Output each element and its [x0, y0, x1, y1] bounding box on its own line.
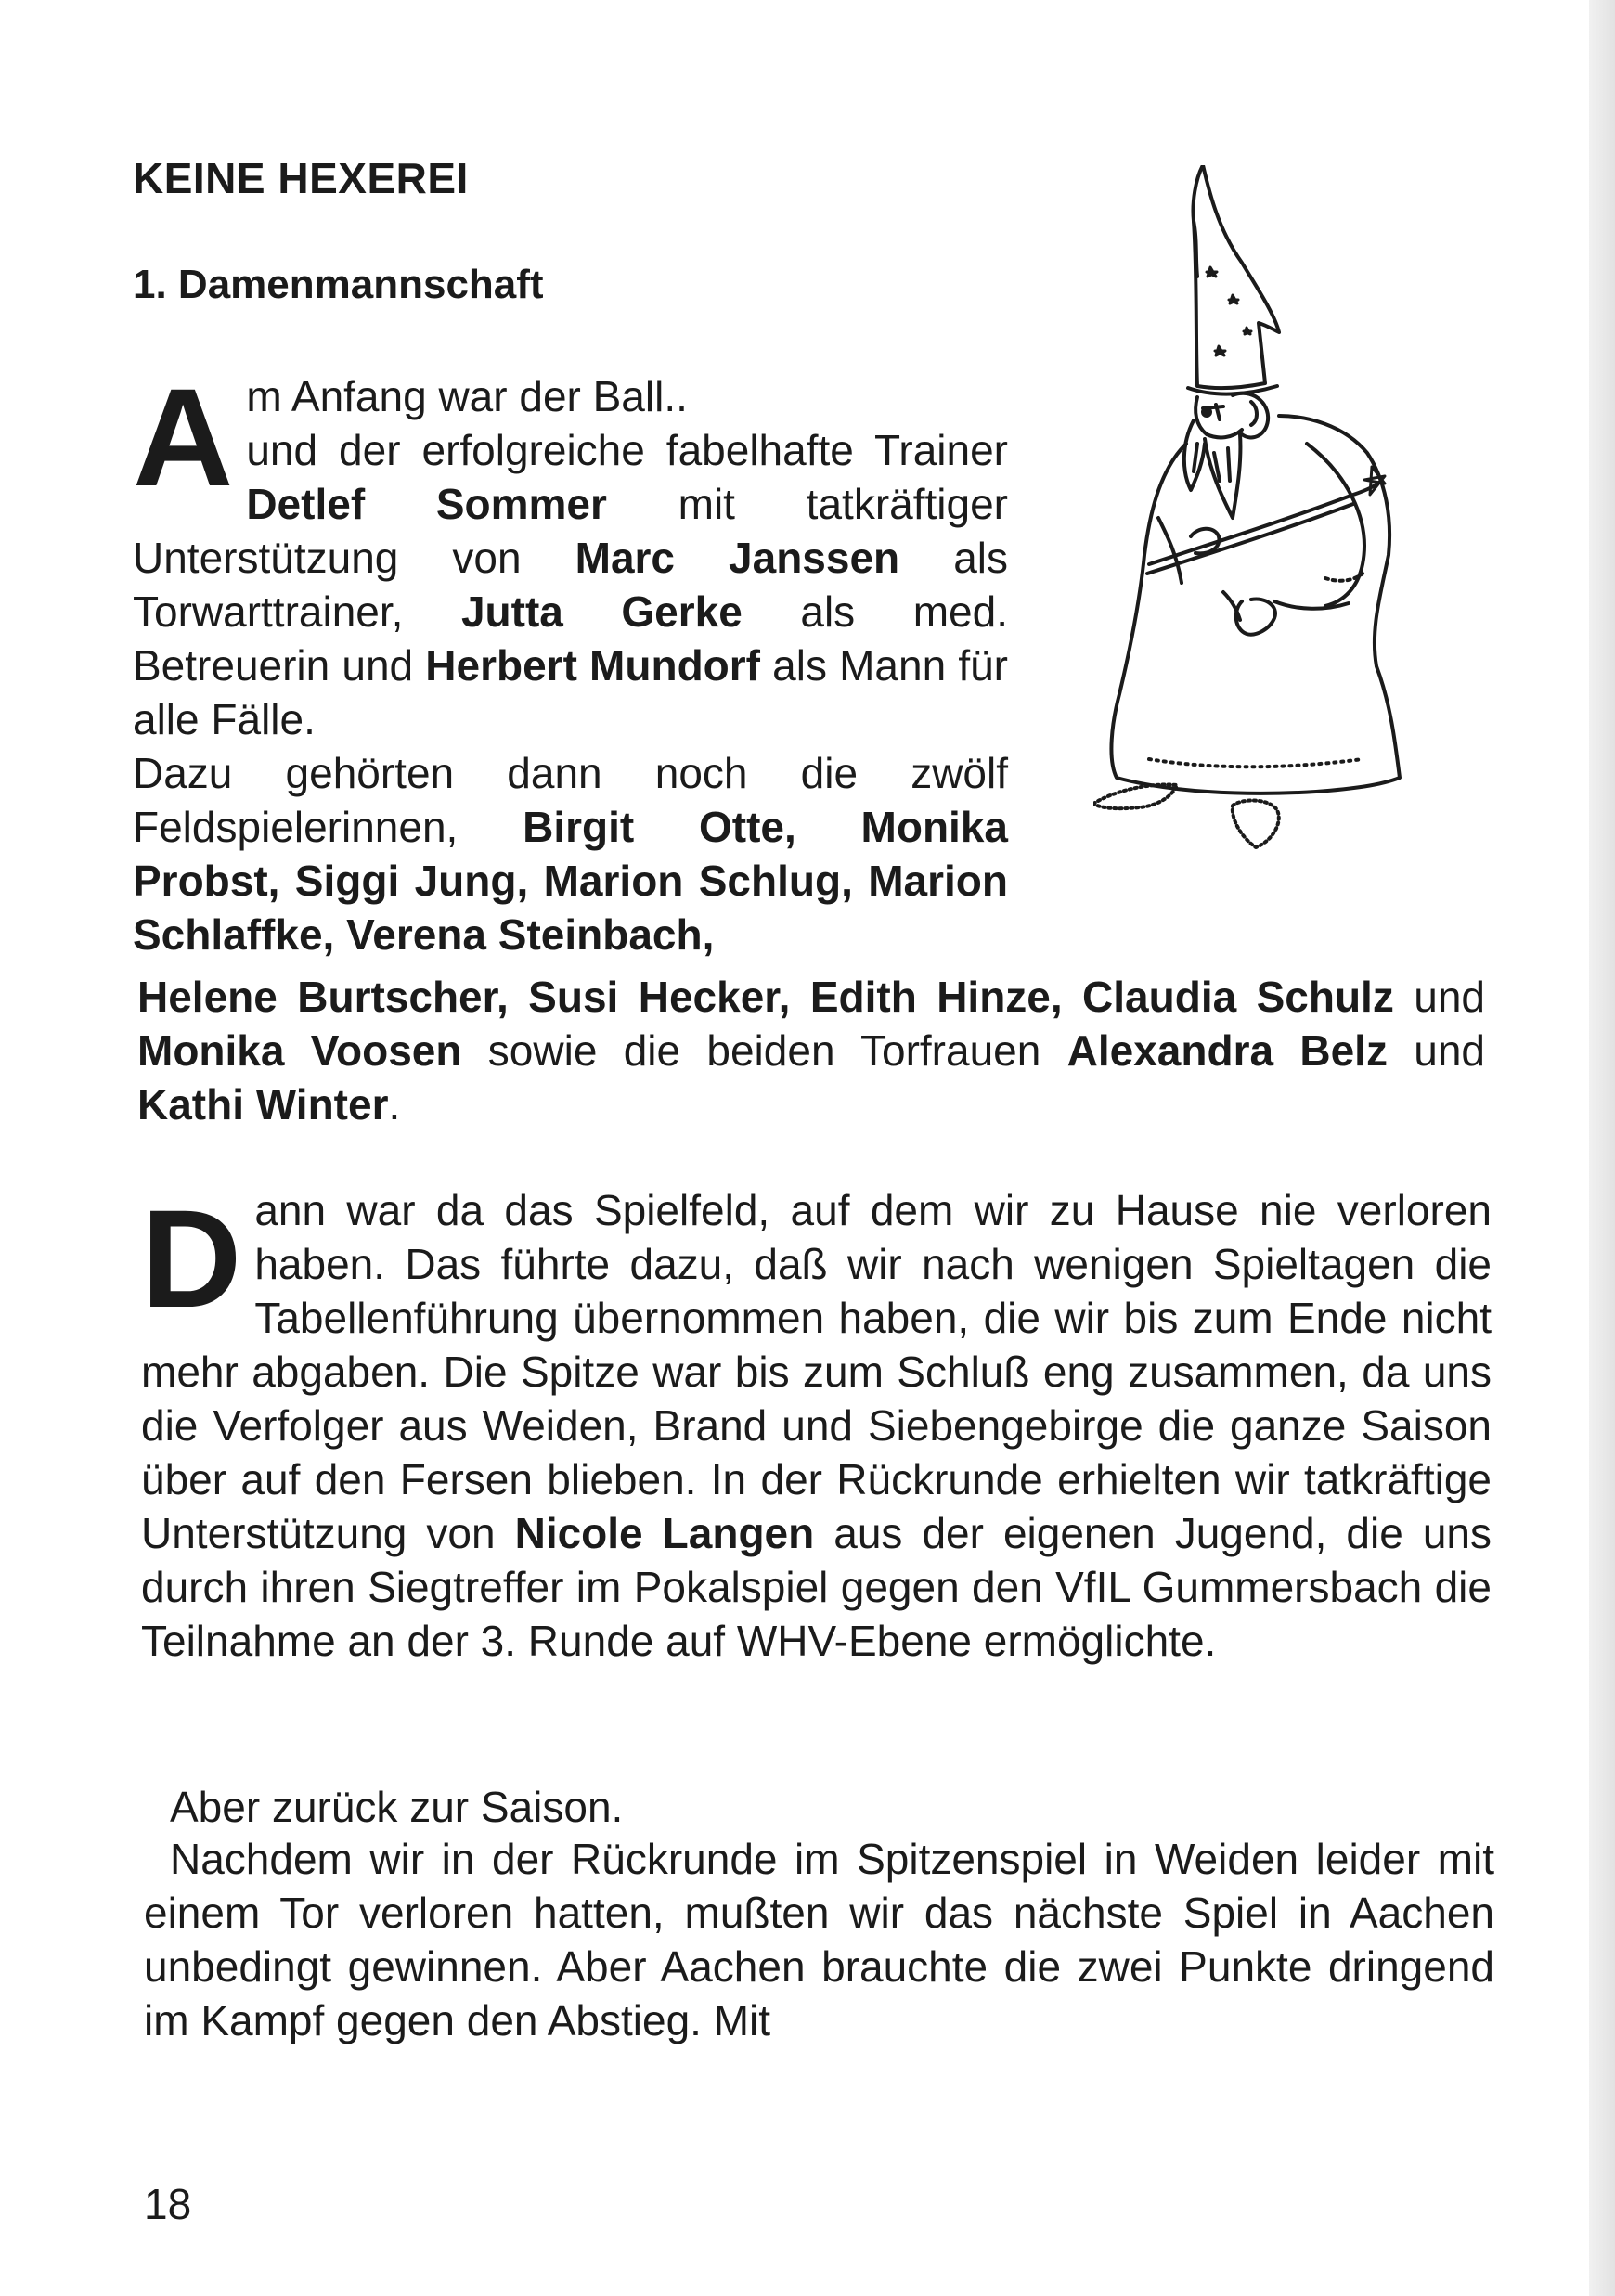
page-number: 18: [144, 2180, 192, 2228]
body-text: .: [388, 1080, 401, 1129]
body-text: und der erfolgreiche fabelhafte Trainer: [246, 426, 1008, 474]
name-highlight: Birgit Otte, Monika Probst, Siggi Jung, Marion Schlug, Marion Schlaffke, Verena Steinbach,: [133, 803, 1009, 959]
body-text: und: [1387, 1026, 1486, 1075]
name-highlight: Jutta Gerke: [460, 587, 743, 636]
body-text: und: [1393, 973, 1485, 1021]
body-text: ann war da das Spielfeld, auf dem wir zu Hause nie verloren haben. Das führte dazu, daß wir nach wenigen Spieltagen die Tabellenführung übernommen haben, die wir bis zum Ende nicht mehr abgaben. Die Spitze war bis zum Schluß eng zusammen, da uns die Verfolger aus Weiden, Brand und Siebengebirge die ganze Saison über auf den Fersen blieben. In der Rückrunde erhielten wir tatkräftige Unterstützung von: [141, 1186, 1492, 1557]
paragraph-field-body: [141, 1180, 1492, 1665]
name-highlight: Herbert Mundorf: [425, 641, 760, 690]
body-text: als med. Betreuerin und: [133, 587, 1008, 690]
paragraph-field: [141, 1180, 1492, 1668]
paragraph-intro-body: [133, 359, 1009, 959]
body-text: m Anfang war der Ball..: [246, 372, 688, 420]
section-heading: 1. Damenmannschaft: [133, 262, 544, 307]
dropcap-d: D: [141, 1180, 242, 1336]
body-text: sowie die beiden Torfrauen: [461, 1026, 1067, 1075]
name-highlight: Helene Burtscher, Susi Hecker, Edith Hinze, Claudia Schulz: [137, 973, 1394, 1021]
paragraph-intro-continued: [137, 970, 1485, 1131]
wizard-illustration: [1093, 165, 1429, 935]
body-text: mit tatkräftiger Unterstützung von: [133, 480, 1008, 582]
body-text: als Mann für alle Fälle.: [133, 641, 1009, 743]
paragraph-spitzenspiel: Nachdem wir in der Rückrunde im Spitzenspiel in Weiden leider mit einem Tor verloren hatten, mußten wir das nächste Spiel in Aachen unbedingt gewinnen. Aber Aachen brauchte die zwei Punkte dringend im Kampf gegen den Abstieg. Mit: [144, 1835, 1494, 2044]
name-highlight: Marc Janssen: [575, 534, 900, 582]
body-text: als Torwarttrainer,: [133, 534, 1009, 636]
paragraph-back-to-season: Aber zurück zur Saison.: [170, 1783, 624, 1831]
paragraph-intro-continued-body: [137, 973, 1485, 1129]
dropcap-a: A: [133, 359, 234, 515]
body-text: Dazu gehörten dann noch die zwölf Feldspielerinnen,: [133, 749, 1008, 851]
name-highlight: Kathi Winter: [137, 1080, 389, 1129]
name-highlight: Monika Voosen: [137, 1026, 462, 1075]
article-heading: KEINE HEXEREI: [133, 154, 469, 202]
name-highlight: Detlef Sommer: [246, 480, 607, 528]
name-highlight: Nicole Langen: [514, 1509, 815, 1557]
paragraph-intro: [133, 359, 1009, 961]
body-text: aus der eigenen Jugend, die uns durch ihren Siegtreffer im Pokalspiel gegen den VfIL Gummersbach die Teilnahme an der 3. Runde auf WHV-Ebene ermöglichte.: [141, 1509, 1492, 1665]
name-highlight: Alexandra Belz: [1066, 1026, 1388, 1075]
page-edge: [1589, 0, 1615, 2296]
